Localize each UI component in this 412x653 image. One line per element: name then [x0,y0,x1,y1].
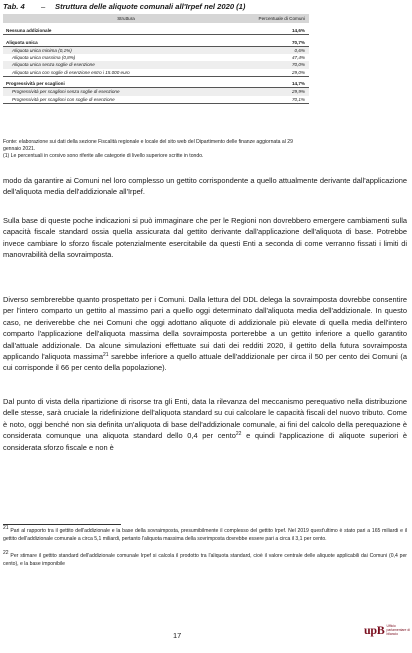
table-title: Struttura delle aliquote comunali all'Irpef nel 2020 (1) [55,2,246,11]
footnote-ref[interactable]: 21 [103,352,109,359]
table-row [3,88,309,96]
table-row [3,27,309,35]
footnote-number: 21 [3,525,9,531]
row-label: Aliquota unica massima (0,8%) [12,55,76,61]
table-number: Tab. 4 [3,2,25,11]
table-row [3,69,309,77]
row-value: 70,7% [249,39,309,47]
table-note: (1) Le percentuali in corsivo sono riferite alle categorie di livello superiore scritte in tondo. [3,153,204,159]
paragraph-text: e quindi l'applicazione di aliquote superiori è considerata sforzo fiscale e non è [3,431,407,452]
footnote-divider [3,524,121,525]
table-source [3,139,309,160]
table-row [3,96,309,104]
footnote [3,525,407,543]
table-dash: – [41,2,46,11]
table-caption [3,2,245,11]
footnote-text: Per stimare il gettito standard dell'addizionale comunale Irpef si calcola il prodotto tra l'aliquota standard, cioè il valore centrale delle aliquote applicabili dai Comuni (0,4 per cento), e la base imponibile [3,553,407,567]
aliquote-table [3,14,309,104]
paragraph-text: Dal punto di vista della ripartizione di risorse tra gli Enti, data la rilevanza del meccanismo perequativo nella distribuzione delle stesse, sarà cruciale la ridefinizione dell'aliquota standard su cui calcolare le capacità fiscali del nuovo tributo. Come è noto, oggi benché non sia definita un'aliquota di base dell'addizionale comunale, ai fini del calcolo della perequazione è considerata comunque una aliquota standard dello 0,4 per cento [3,397,407,441]
row-label: Progressività per scaglioni [3,80,249,88]
row-value: 14,7% [249,80,309,88]
row-label: Nessuna addizionale [3,27,249,35]
table-row [3,46,309,54]
paragraph-text: Diverso sembrerebbe quanto prospettato per i Comuni. Dalla lettura del DDL delega la sovraimposta dovrebbe consentire per l'intero comparto un gettito al massimo pari a quello oggi determinato dall'aliquota media dell'addizionale. In questo caso, ne deriverebbe che nei Comuni che oggi adottano aliquote di addizionale più elevate di quella media dell'intero comparto l'applicazione dell'aliquota massima della sovraimposta porterebbe a un gettito inferiore a quello garantito dall'attuale addizionale. Da alcune simulazioni effettuate sui dati dei redditi 2020, il gettito della futura sovraimposta applicando l'aliquota massima [3,295,407,362]
table-row [3,80,309,88]
row-value: 29,9% [249,88,309,96]
logo-text: Ufficio parlamentare di bilancio [386,624,411,636]
row-label: Aliquota unica minima (0,1%) [3,46,249,54]
row-label: Aliquota unica con soglie di esenzione entro i 15.000 euro [3,69,249,77]
upb-logo [364,624,412,637]
row-value: 29,0% [249,69,309,77]
row-label: Progressività per scaglioni con soglie di esenzione [3,96,249,104]
column-header-structure: Struttura [3,14,249,23]
row-value: 70,1% [249,96,309,104]
paragraph: Sulla base di queste poche indicazioni si può immaginare che per le Regioni non dovrebbero emergere cambiamenti sulla capacità fiscale standard ossia quella assicurata dal gettito derivante dall'applicazione dell'aliquota di base. Potrebbe invece cambiare lo sforzo fiscale potenzialmente esercitabile da questi Enti a seconda di come verranno fissati i limiti di manovrabilità della sovraimposta. [3,216,407,260]
table-row [3,39,309,47]
paragraph-text: sarebbe inferiore a quello attuale dell'addizionale per circa il 50 per cento dei Comuni (a cui corrisponde il 66 per cento della popolazione). [3,352,407,373]
footnote-text: Pari al rapporto tra il gettito dell'addizionale e la base della sovraimposta, presumibilmente il complesso del gettito Irpef. Nel 2019 quest'ultimo è stato pari a 165 miliardi e il gettito dell'addizionale comunale a circa 5,1 miliardi, pertanto l'aliquota massima della sovrimposta dovrebbe essere pari a circa il 3,1 per cento. [3,528,407,542]
paragraph: modo da garantire ai Comuni nel loro complesso un gettito corrispondente a quello attualmente derivante dall'applicazione dell'aliquota media dell'addizionale all'Irpef. [3,176,407,197]
row-value: 0,6% [249,46,309,54]
column-header-percent: Percentuale di Comuni [249,14,309,23]
row-label: Aliquota unica [3,39,249,47]
footnote-ref[interactable]: 22 [235,431,242,438]
source-text: Fonte: elaborazione sui dati della sezione Fiscalità regionale e locale del sito web del Dipartimento delle finanze aggiornata al 29 gennaio 2021. [3,139,293,152]
footnote [3,550,407,568]
table-header-row [3,14,309,23]
row-value: 70,0% [249,61,309,68]
row-label: Progressività per scaglioni senza soglie di esenzione [3,88,249,96]
table-row [3,61,309,68]
paragraph [3,294,407,374]
row-value: 47,4% [291,55,305,61]
footnote-number: 22 [3,550,9,556]
logo-mark: upB [364,623,385,637]
paragraph [3,396,407,453]
row-label: Aliquota unica senza soglie di esenzione [3,61,249,68]
table-row [3,54,309,61]
row-value: 14,6% [249,27,309,35]
page-number: 17 [173,631,182,640]
